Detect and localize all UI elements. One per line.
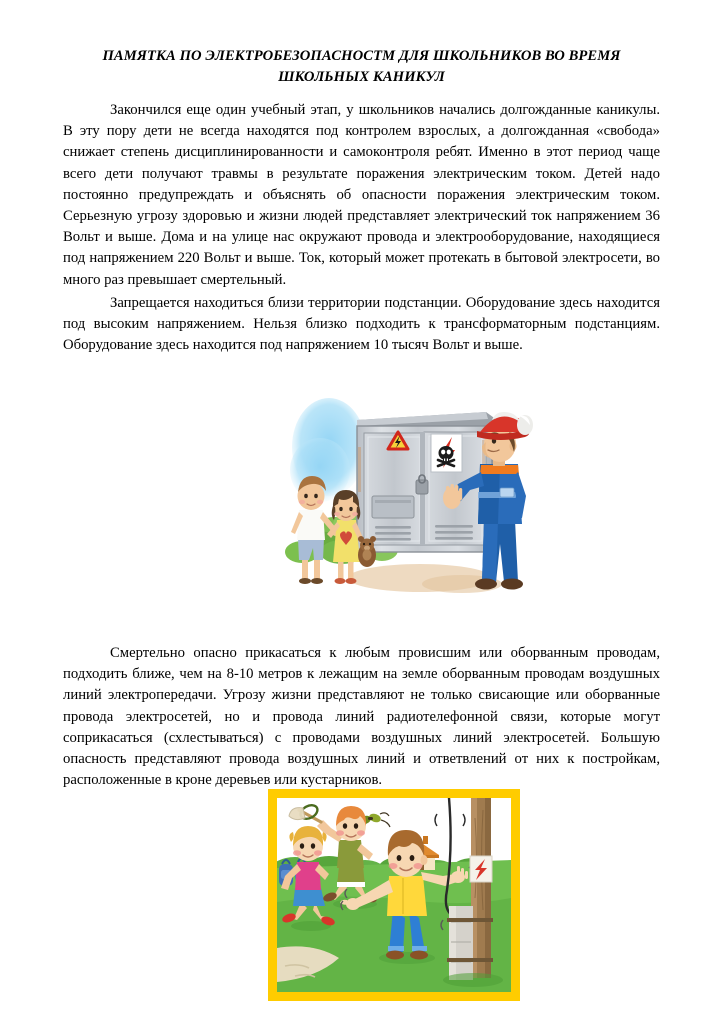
paragraph-substation-warning: Запрещается находиться близи территории подстанции. Оборудование здесь находится под высоким напряжением. Нельзя близко подходить к трансформаторным подстанциям. Оборудование здесь находится под напряжением 10 тысяч Вольт и выше.	[63, 295, 660, 354]
paragraph-broken-wires-warning: Смертельно опасно прикасаться к любым провисшим или оборванным проводам, подходить ближе, чем на 8-10 метров к лежащим на земле оборванным проводам воздушных линий электропередачи. Угрозу жизни представляют не только свисающие или оборванные провода электросетей, но и провода линий радиотелефонной связи, которые могут соприкасаться (схлестываться) с проводами воздушных линий электросетей. Большую опасность представляют провода воздушных линий и ответвлений от них к постройкам, расположенные в кроне деревьев или кустарников.	[63, 645, 660, 789]
concrete-pole-base	[449, 906, 473, 980]
skull-danger-sign	[431, 434, 462, 472]
illustration-pole-danger	[268, 789, 520, 1001]
page-title: ПАМЯТКА ПО ЭЛЕКТРОБЕЗОПАСНОСТМ ДЛЯ ШКОЛЬНИКОВ ВО ВРЕМЯ ШКОЛЬНЫХ КАНИКУЛ	[102, 48, 621, 85]
high-voltage-sign-on-pole	[470, 856, 492, 882]
illustration-inner-canvas	[277, 798, 511, 992]
illustration-substation	[272, 392, 547, 620]
teddy-bear	[358, 536, 376, 567]
paragraph-intro: Закончился еще один учебный этап, у школьников начались долгожданные каникулы. В эту пору дети не всегда находятся под контролем взрослых, а долгожданная «свобода» снижает степень дисциплинированности и самоконтроля ребят. Именно в этот период чаще всего дети получают травмы в результате поражения электрическим током. Детей надо постоянно предупреждать и объяснять об опасности поражения электрическим током. Серьезную угрозу здоровью и жизни людей представляет электрический ток напряжением 36 Вольт и выше. Дома и на улице нас окружают провода и электрооборудование, находящиеся под напряжением 220 Вольт и выше. Ток, который может протекать в бытовой электросети, во много раз превышает смертельный.	[63, 102, 660, 288]
